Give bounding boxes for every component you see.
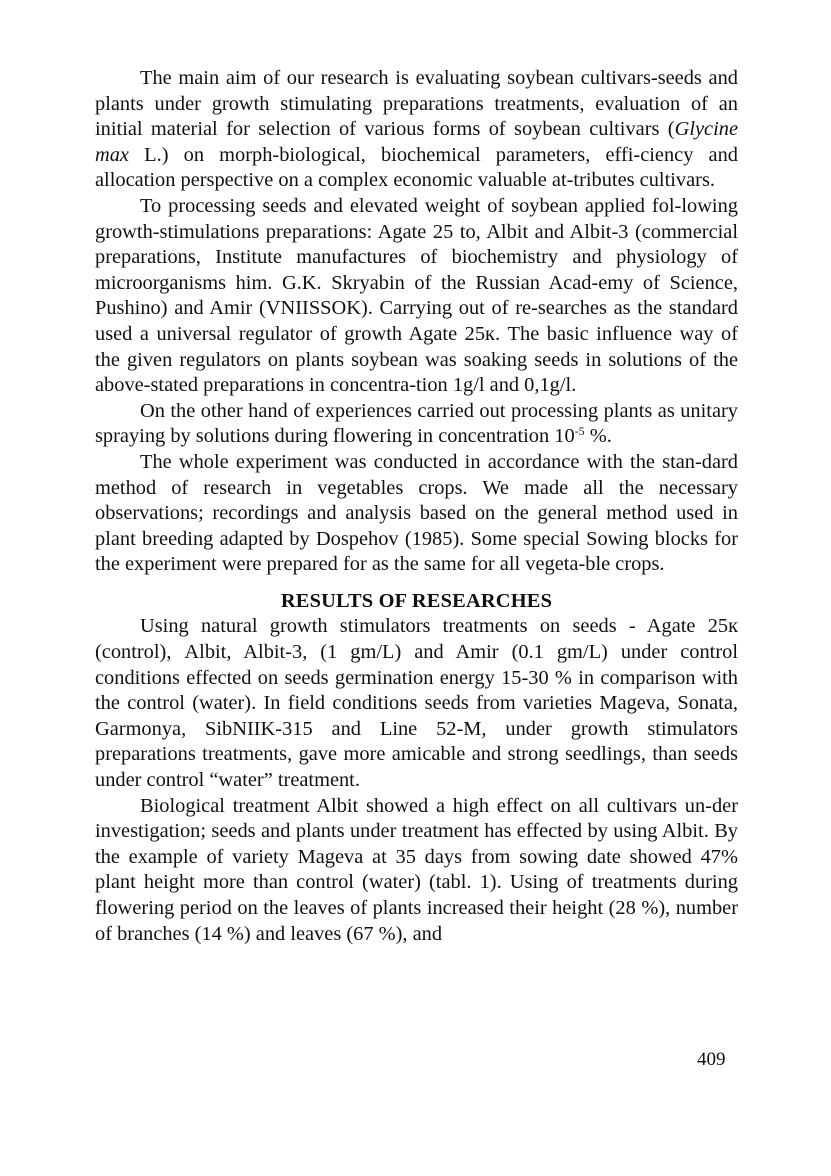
paragraph-research-aim-text: The main aim of our research is evaluating soybean cultivars-seeds and plants under growth stimulating preparations treatments, evaluation of an initial material for selection of various forms of soybean cultivars ( [95, 67, 738, 141]
section-heading-results: RESULTS OF RESEARCHES [280, 589, 553, 612]
paragraph-research-aim-text-end: L.) on morph-biological, biochemical parameters, effi-ciency and allocation perspective on a complex economic valuable at-tributes cultivars. [95, 143, 738, 192]
paragraph-research-aim [95, 66, 738, 194]
paragraph-method: The whole experiment was conducted in accordance with the stan-dard method of research in vegetables crops. We made all the necessary observations; recordings and analysis based on the general method used in plant breeding adapted by Dospehov (1985). Some special Sowing blocks for the experiment were prepared for as the same for all vegeta-ble crops. [95, 450, 738, 576]
paragraph-spraying [95, 399, 738, 450]
paragraph-spraying-text-end: %. [584, 425, 612, 448]
latin-species-name: Glycine max [95, 118, 738, 166]
paragraph-spraying-text: On the other hand of experiences carried out processing plants as unitary spraying by solutions during flowering in concentration 10 [95, 399, 738, 448]
paragraph-preparations: To processing seeds and elevated weight of soybean applied fol-lowing growth-stimulations preparations: Agate 25 to, Albit and Albit-3 (commercial preparations, Institute manufactures of biochemistry and physiology of microorganisms him. G.K. Skryabin of the Russian Acad-emy of Science, Pushino) and Amir (VNIISSOK). Carrying out of re-searches as the standard used a universal regulator of growth Agate 25к. The basic influence way of the given regulators on plants soybean was soaking seeds in solutions of the above-stated preparations in concentra-tion 1g/l and 0,1g/l. [95, 194, 738, 397]
paragraph-albit-results: Biological treatment Albit showed a high effect on all cultivars un-der investigation; seeds and plants under treatment has effected by using Albit. By the example of variety Mageva at 35 days from sowing date showed 47% plant height more than control (water) (tabl. 1). Using of treatments during flowering period on the leaves of plants increased their height (28 %), number of branches (14 %) and leaves (67 %), and [95, 794, 738, 945]
page-number: 409 [697, 1049, 726, 1070]
paragraph-stimulators-results: Using natural growth stimulators treatments on seeds - Agate 25к (control), Albit, Albit-3, (1 gm/L) and Amir (0.1 gm/L) under control conditions effected on seeds germination energy 15-30 % in comparison with the control (water). In field conditions seeds from varieties Mageva, Sonata, Garmonya, SibNIIK-315 and Line 52-M, under growth stimulators preparations treatments, gave more amicable and strong seedlings, than seeds under control “water” treatment. [95, 615, 738, 792]
concentration-exponent: -5 [574, 424, 585, 439]
page-body [95, 66, 738, 947]
